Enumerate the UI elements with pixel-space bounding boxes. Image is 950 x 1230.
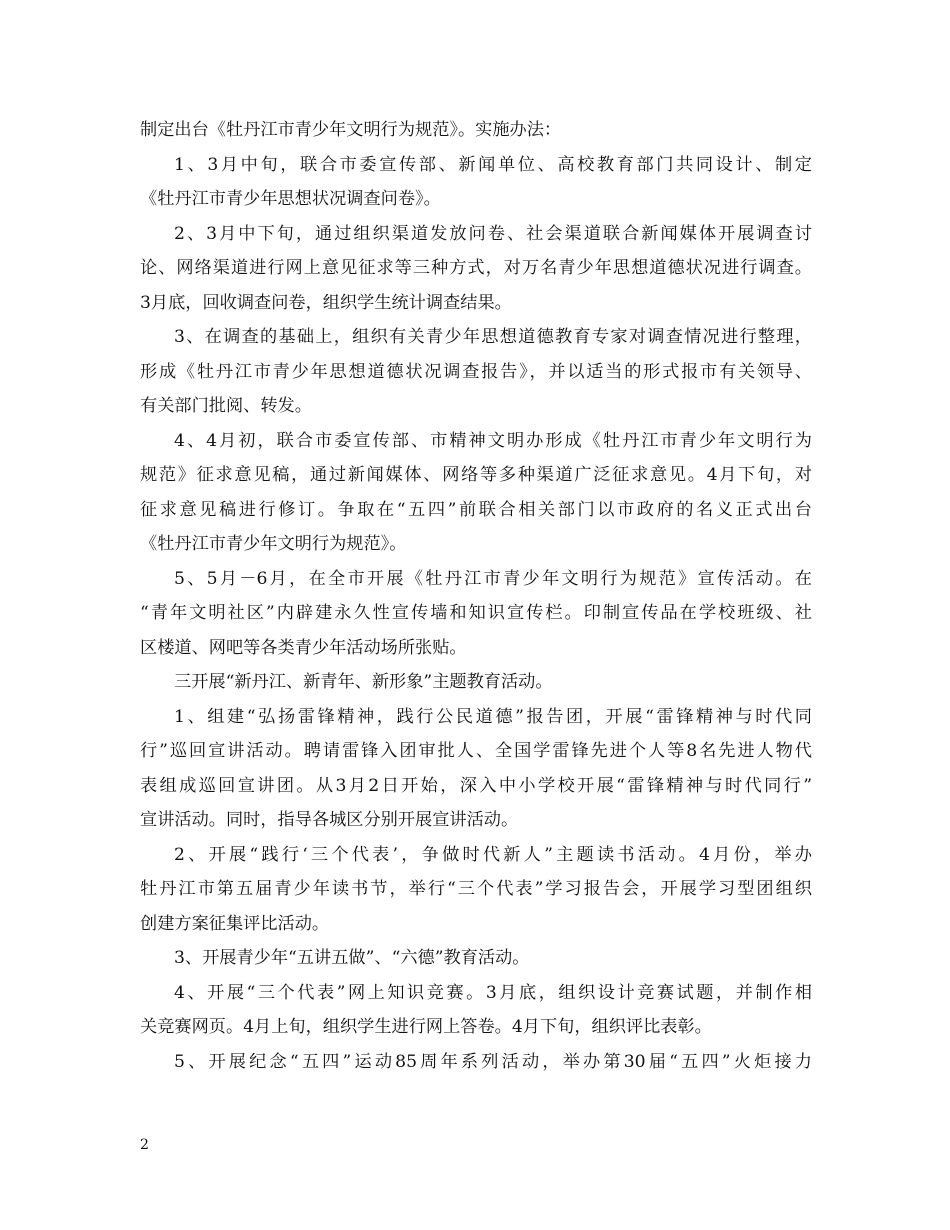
text-line: “青年文明社区”内辟建永久性宣传墙和知识宣传栏。印制宣传品在学校班级、社	[140, 603, 812, 623]
text-line: 3月底，回收调查问卷，组织学生统计调查结果。	[140, 292, 512, 313]
text-line: 关竞赛网页。4月上旬，组织学生进行网上答卷。4月下旬，组织评比表彰。	[140, 1017, 712, 1037]
body-text	[140, 113, 812, 1079]
text-line: 制定出台《牡丹江市青少年文明行为规范》。实施办法：	[140, 120, 562, 140]
text-line: 征求意见稿进行修订。争取在“五四”前联合相关部门以市政府的名义正式出台	[140, 499, 812, 520]
text-line: 《牡丹江市青少年思想状况调查问卷》。	[140, 189, 441, 209]
text-line: 三开展“新丹江、新青年、新形象”主题教育活动。	[174, 672, 553, 692]
text-line: 有关部门批阅、转发。	[140, 396, 312, 416]
text-line: 表组成巡回宣讲团。从3月2日开始，深入中小学校开展“雷锋精神与时代同行”	[140, 775, 812, 796]
text-line: 牡丹江市第五届青少年读书节，举行“三个代表”学习报告会，开展学习型团组织	[140, 879, 812, 899]
text-line: 4、4月初，联合市委宣传部、市精神文明办形成《牡丹江市青少年文明行为	[174, 430, 812, 451]
text-line: 5、开展纪念“五四”运动85周年系列活动，举办第30届“五四”火炬接力	[174, 1051, 812, 1072]
text-line: 2、开展“践行‘三个代表’，争做时代新人”主题读书活动。4月份，举办	[174, 844, 812, 865]
text-line: 《牡丹江市青少年文明行为规范》。	[140, 534, 407, 554]
text-line: 4、开展“三个代表”网上知识竞赛。3月底，组织设计竞赛试题，并制作相	[174, 982, 812, 1003]
text-line: 3、在调查的基础上，组织有关青少年思想道德教育专家对调查情况进行整理，	[174, 327, 812, 347]
text-line: 3、开展青少年“五讲五做”、“六德”教育活动。	[174, 948, 530, 968]
page-number: 2	[140, 1137, 149, 1153]
text-line: 区楼道、网吧等各类青少年活动场所张贴。	[140, 637, 467, 658]
text-line: 行”巡回宣讲活动。聘请雷锋入团审批人、全国学雷锋先进个人等8名先进人物代	[140, 741, 812, 761]
text-line: 1、组建“弘扬雷锋精神，践行公民道德”报告团，开展“雷锋精神与时代同	[174, 706, 812, 727]
text-line: 1、3月中旬，联合市委宣传部、新闻单位、高校教育部门共同设计、制定	[174, 154, 812, 175]
text-line: 2、3月中下旬，通过组织渠道发放问卷、社会渠道联合新闻媒体开展调查讨	[174, 223, 812, 244]
text-line: 形成《牡丹江市青少年思想道德状况调查报告》，并以适当的形式报市有关领导、	[140, 361, 812, 382]
text-line: 论、网络渠道进行网上意见征求等三种方式，对万名青少年思想道德状况进行调查。	[140, 258, 812, 278]
text-line: 创建方案征集评比活动。	[140, 913, 330, 934]
text-line: 5、5月－6月，在全市开展《牡丹江市青少年文明行为规范》宣传活动。在	[174, 568, 812, 589]
text-line: 宣讲活动。同时，指导各城区分别开展宣讲活动。	[140, 810, 519, 830]
text-line: 规范》征求意见稿，通过新闻媒体、网络等多种渠道广泛征求意见。4月下旬，对	[140, 465, 812, 485]
